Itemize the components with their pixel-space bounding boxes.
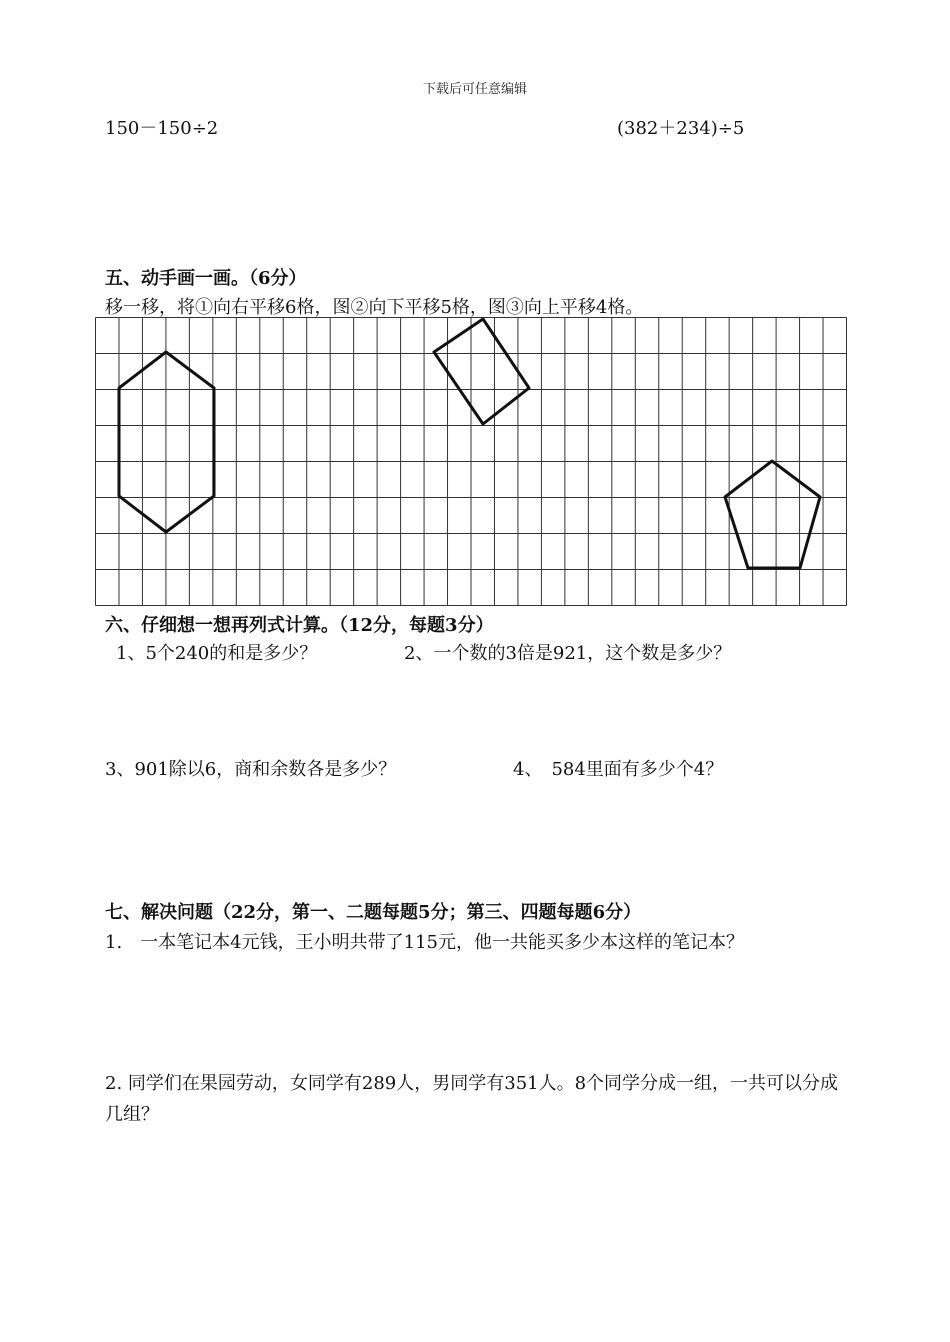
section-5-title: 五、动手画一画。（6分） — [105, 268, 307, 289]
question-6-4: 4、 584里面有多少个4？ — [513, 759, 724, 780]
section-5-instruction: 移一移，将①向右平移6格，图②向下平移5格，图③向上平移4格。 — [105, 297, 644, 318]
pentagon-shape-3 — [725, 461, 820, 568]
grid-lines — [96, 318, 847, 606]
page-header: 下载后可任意编辑 — [422, 82, 527, 97]
section-7-title: 七、解决问题（22分，第一、二题每题5分；第三、四题每题6分） — [105, 902, 642, 923]
hexagon-shape-1 — [119, 352, 214, 532]
question-6-1: 1、5个240的和是多少？ — [116, 643, 318, 664]
rectangle-shape-2 — [434, 319, 529, 424]
expression-2: (382＋234)÷5 — [617, 118, 745, 139]
expression-1: 150－150÷2 — [105, 118, 219, 139]
question-7-2: 2. 同学们在果园劳动，女同学有289人，男同学有351人。8个同学分成一组，一共可以分成几组？ — [105, 1073, 839, 1125]
question-6-2: 2、一个数的3倍是921，这个数是多少？ — [404, 643, 732, 664]
question-6-3: 3、901除以6，商和余数各是多少？ — [105, 759, 397, 780]
question-7-1: 1. 一本笔记本4元钱，王小明共带了115元，他一共能买多少本这样的笔记本？ — [105, 932, 744, 953]
translation-grid — [95, 317, 847, 606]
section-6-title: 六、仔细想一想再列式计算。（12分，每题3分） — [105, 615, 494, 636]
